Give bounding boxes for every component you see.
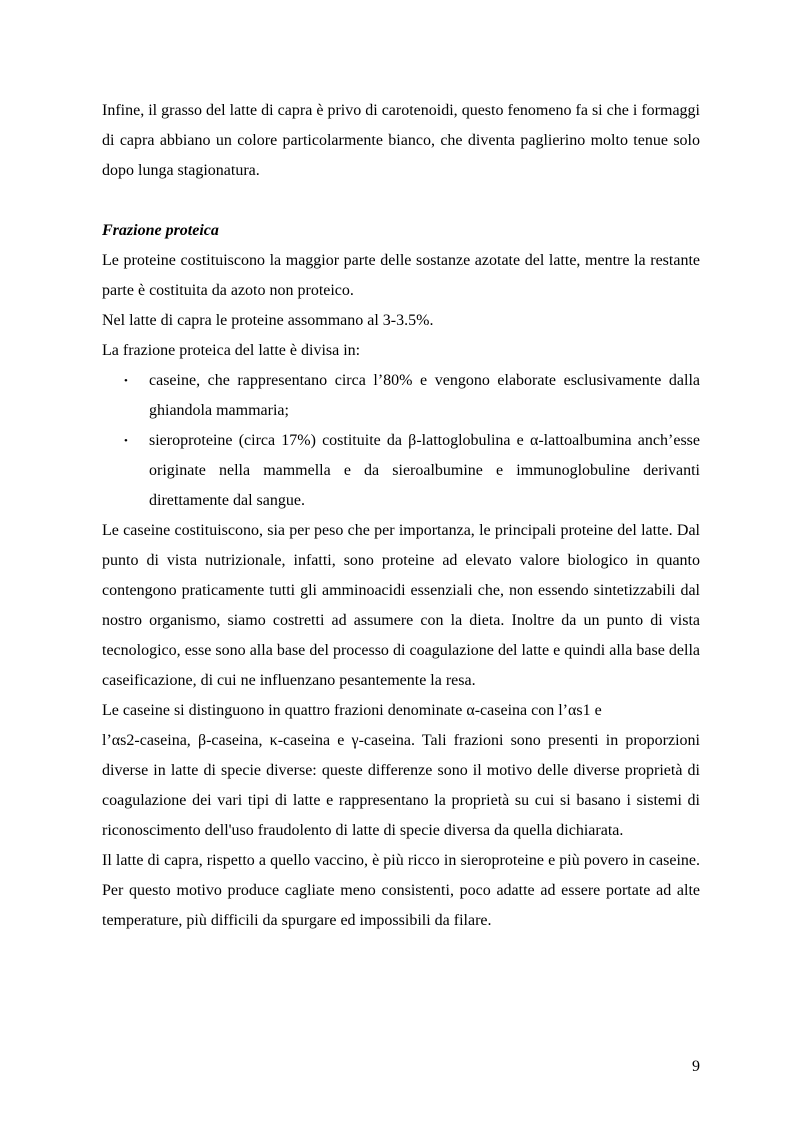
page-number: 9 xyxy=(692,1058,700,1075)
list-item-text: sieroproteine (circa 17%) costituite da β-lattoglobulina e α-lattoalbumina anch’esse originate nella mammella e da sieroalbumine e immunoglobuline derivanti direttamente dal sangue. xyxy=(149,432,700,509)
list-item xyxy=(102,366,700,426)
bullet-icon: • xyxy=(124,375,128,387)
intro-paragraph: Infine, il grasso del latte di capra è privo di carotenoidi, questo fenomeno fa si che i formaggi di capra abbiano un colore particolarmente bianco, che diventa paglierino molto tenue solo dopo lunga stagionatura. xyxy=(102,102,700,179)
section-heading: Frazione proteica xyxy=(102,222,219,239)
paragraph-goat-milk-comparison: Il latte di capra, rispetto a quello vaccino, è più ricco in sieroproteine e più povero in caseine. Per questo motivo produce cagliate meno consistenti, poco adatte ad essere portate ad alte temperature, più difficili da spurgare ed impossibili da filare. xyxy=(102,852,700,929)
page-body xyxy=(102,96,700,936)
list-item xyxy=(102,426,700,516)
paragraph-caseins-importance: Le caseine costituiscono, sia per peso che per importanza, le principali proteine del latte. Dal punto di vista nutrizionale, infatti, sono proteine ad elevato valore biologico in quanto contengono praticamente tutti gli amminoacidi essenziali che, non essendo sintetizzabili dal nostro organismo, siamo costretti ad assumere con la dieta. Inoltre da un punto di vista tecnologico, esse sono alla base del processo di coagulazione del latte e quindi alla base della caseificazione, di cui ne influenzano pesantemente la resa. xyxy=(102,522,700,689)
paragraph-casein-fractions-first-line: Le caseine si distinguono in quattro frazioni denominate α-caseina con l’αs1 e xyxy=(102,702,602,719)
list-item-text: caseine, che rappresentano circa l’80% e vengono elaborate esclusivamente dalla ghiandola mammaria; xyxy=(149,372,700,419)
paragraph-protein-fraction-intro: La frazione proteica del latte è divisa in: xyxy=(102,342,361,359)
bullet-icon: • xyxy=(124,435,128,447)
protein-fraction-list xyxy=(102,366,700,516)
paragraph-casein-fractions: l’αs2-caseina, β-caseina, κ-caseina e γ-caseina. Tali frazioni sono presenti in proporzioni diverse in latte di specie diverse: queste differenze sono il motivo delle diverse proprietà di coagulazione dei vari tipi di latte e rappresentano la proprietà su cui si basano i sistemi di riconoscimento dell'uso fraudolento di latte di specie diversa da quella dichiarata. xyxy=(102,732,700,839)
paragraph-proteins-composition: Le proteine costituiscono la maggior parte delle sostanze azotate del latte, mentre la restante parte è costituita da azoto non proteico. xyxy=(102,252,700,299)
paragraph-protein-content: Nel latte di capra le proteine assommano al 3-3.5%. xyxy=(102,312,434,329)
